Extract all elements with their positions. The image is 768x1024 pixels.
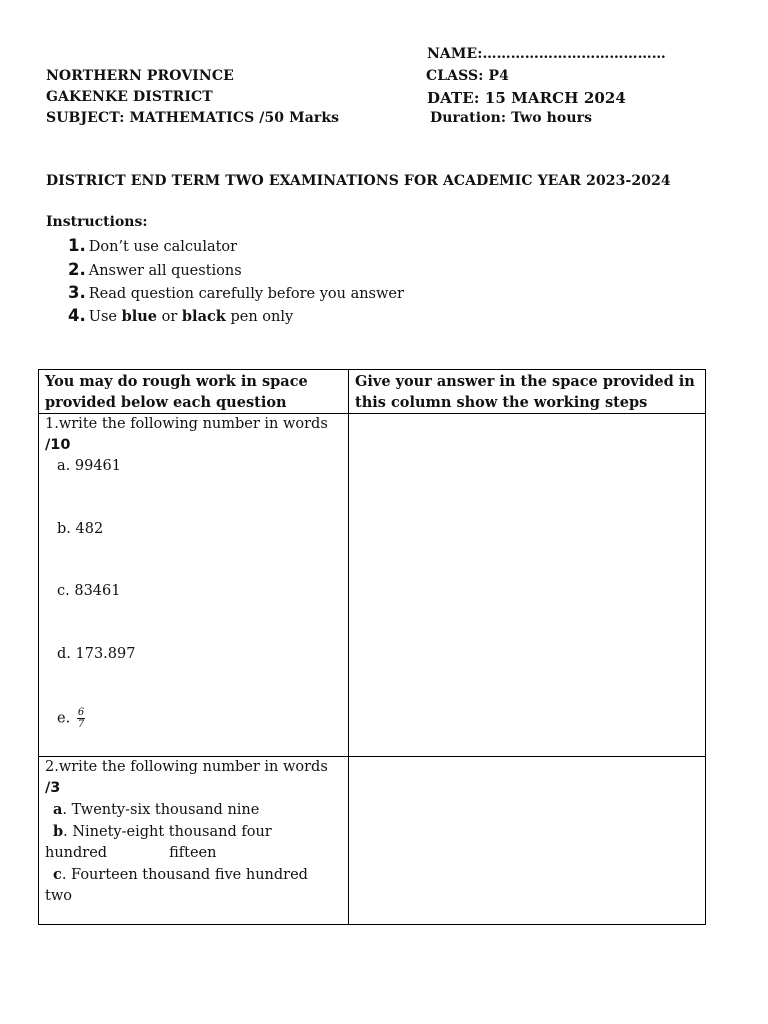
item-letter: a <box>53 801 63 818</box>
question-2-answer-space[interactable] <box>349 757 706 925</box>
instruction-item-2 <box>68 260 242 279</box>
fraction <box>77 707 85 730</box>
fraction-numerator: 6 <box>77 707 85 718</box>
item-text: . Twenty-six thousand nine <box>62 802 260 818</box>
header-line: You may do rough work in space <box>45 373 308 390</box>
question-2-row <box>39 757 706 925</box>
instruction-number: 3. <box>68 283 86 302</box>
instructions-title: Instructions: <box>46 214 148 230</box>
item-letter: b <box>53 823 64 840</box>
instruction-text: Answer all questions <box>88 263 242 279</box>
item-text: hundred <box>45 845 108 861</box>
question-1-marks: /10 <box>45 437 71 453</box>
question-1-answer-space[interactable] <box>349 414 706 757</box>
instruction-emphasis-blue: blue <box>121 308 158 325</box>
instruction-number: 2. <box>68 260 86 279</box>
question-2-marks: /3 <box>45 780 61 796</box>
date-label: DATE: 15 MARCH 2024 <box>427 89 626 107</box>
class-label: CLASS: P4 <box>426 68 509 84</box>
header-line: this column show the working steps <box>355 394 648 411</box>
question-1-item-b: b. 482 <box>57 521 104 537</box>
instruction-text: Don’t use calculator <box>88 239 238 255</box>
item-text: . Ninety-eight thousand four <box>63 824 272 840</box>
header-line: Give your answer in the space provided in <box>355 373 695 390</box>
instruction-text-mid: or <box>157 309 182 325</box>
question-1-item-d: d. 173.897 <box>57 646 136 662</box>
question-2-item-c-continued: two <box>45 888 72 904</box>
instruction-number: 4. <box>68 306 86 325</box>
question-2-item-b <box>39 821 348 843</box>
question-2-item-a <box>39 799 348 821</box>
question-1-item-c: c. 83461 <box>57 583 121 599</box>
exam-table <box>38 369 706 925</box>
question-1-item-e <box>39 707 348 730</box>
answer-column-header <box>349 370 706 414</box>
instruction-number: 1. <box>68 236 86 255</box>
item-letter: c <box>53 866 62 883</box>
question-1-cell <box>39 414 349 757</box>
question-1-prompt: 1.write the following number in words <box>45 416 328 432</box>
instruction-text: Read question carefully before you answer <box>88 286 404 302</box>
instruction-item-3 <box>68 283 404 302</box>
item-text: fifteen <box>169 845 217 861</box>
instruction-item-4 <box>68 306 293 325</box>
question-2-cell <box>39 757 349 925</box>
question-1-item-a: a. 99461 <box>57 458 121 474</box>
instruction-item-1 <box>68 236 237 255</box>
instruction-text-pre: Use <box>88 309 122 325</box>
header-line: provided below each question <box>45 394 287 411</box>
subject-label: SUBJECT: MATHEMATICS /50 Marks <box>46 110 340 126</box>
exam-title: DISTRICT END TERM TWO EXAMINATIONS FOR ACADEMIC YEAR 2023-2024 <box>46 173 671 189</box>
item-text: . Fourteen thousand five hundred <box>61 867 308 883</box>
item-e-label: e. <box>57 710 71 727</box>
fraction-denominator: 7 <box>77 719 85 730</box>
duration-label: Duration: Two hours <box>430 110 593 126</box>
province-label: NORTHERN PROVINCE <box>46 68 234 84</box>
question-1-row <box>39 414 706 757</box>
question-2-item-b-continued <box>39 843 348 864</box>
name-field-label: NAME:………………………………… <box>427 46 666 62</box>
question-2-item-c <box>39 864 348 886</box>
table-header-row <box>39 370 706 414</box>
rough-work-column-header <box>39 370 349 414</box>
question-2-prompt: 2.write the following number in words <box>45 759 328 775</box>
district-label: GAKENKE DISTRICT <box>46 89 213 105</box>
instruction-text-post: pen only <box>225 309 294 325</box>
instruction-emphasis-black: black <box>181 308 226 325</box>
